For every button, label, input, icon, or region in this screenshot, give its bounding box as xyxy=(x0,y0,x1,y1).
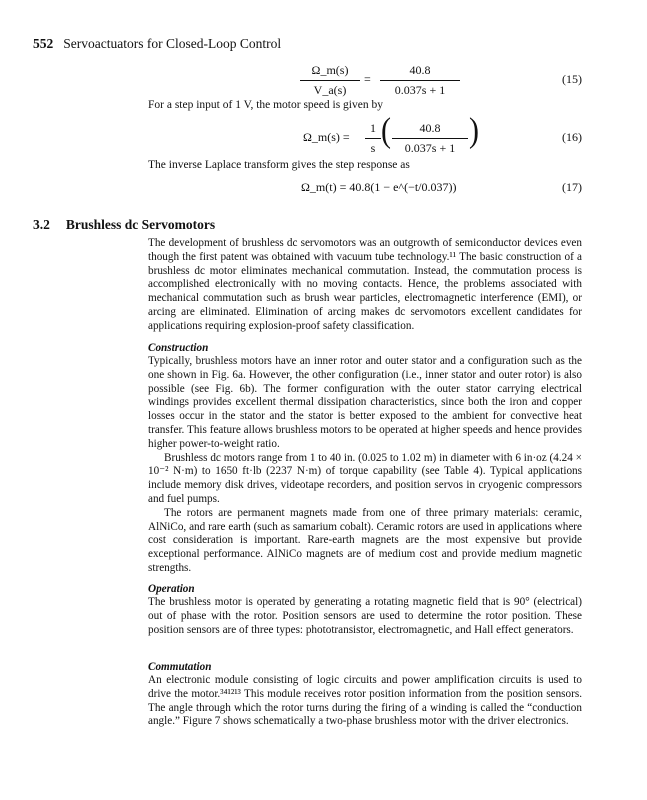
commutation-heading: Commutation xyxy=(148,661,212,673)
construction-p2: Brushless dc motors range from 1 to 40 in. (0.025 to 1.02 m) in diameter with 6 in·oz (4.24 × 10⁻² N·m) to 1650 ft·lb (2237 N·m) of torque capability (see Table 4). Typical applications include memory disk drives, videotape recorders, and position servos in cryogenic compressors and fuel pumps. xyxy=(148,451,582,505)
eq15-equals: = xyxy=(364,72,371,86)
section-number: 3.2 xyxy=(33,217,50,232)
eq15-lhs-fraction xyxy=(300,63,360,98)
construction-p1: Typically, brushless motors have an inner rotor and outer stator and a configuration such as the one shown in Fig. 6a. However, the other configuration (i.e., inner stator and outer rotor) is also possible (see Fig. 6b). The former configuration with the outer stator carrying electrical windings provides excellent thermal dissipation characteristics, since both the iron and copper losses occur in the stator and the stator is better exposed to the ambient for convective heat transfer. This feature allows brushless motors to be operated at higher speeds and hence provides higher power-to-weight ratio. xyxy=(148,355,582,450)
text-inverse-laplace: The inverse Laplace transform gives the step response as xyxy=(148,159,410,171)
eq16-number: (16) xyxy=(562,130,582,144)
intro-paragraph xyxy=(148,237,582,334)
eq16-left-paren: ( xyxy=(381,111,391,150)
eq16-fraction-1 xyxy=(365,121,381,156)
section-title: Brushless dc Servomotors xyxy=(65,217,216,232)
running-title: Servoactuators for Closed-Loop Control xyxy=(63,36,282,51)
eq15-number: (15) xyxy=(562,72,582,86)
eq15-lhs-denominator: V_a(s) xyxy=(313,83,347,97)
eq16-frac1-numerator: 1 xyxy=(365,121,381,139)
page-number: 552 xyxy=(33,36,54,51)
eq15-rhs-numerator: 40.8 xyxy=(380,63,460,81)
commutation-p1: An electronic module consisting of logic circuits and power amplification circuits is used to drive the motor.³⁴¹²¹³ This module receives rotor position information from the position sensors. The angle through which the rotor turns during the firing of a winding is called the “conduction angle.” Figure 7 shows schematically a two-phase brushless motor with the driver electronics. xyxy=(148,674,582,728)
eq16-right-paren: ) xyxy=(469,111,479,150)
eq17-number: (17) xyxy=(562,180,582,194)
construction-body xyxy=(148,355,582,576)
construction-p3: The rotors are permanent magnets made from one of three primary materials: ceramic, AlNiCo, and rare earth (such as samarium cobalt). Ceramic rotors are used in applications where cost consideration is important. Rare-earth magnets are the most expensive but provide exceptional performance. AlNiCo magnets are of medium cost and provide medium magnetic strengths. xyxy=(148,506,582,574)
construction-heading: Construction xyxy=(148,342,209,354)
eq15-rhs-denominator: 0.037s + 1 xyxy=(394,83,446,97)
text-step-input: For a step input of 1 V, the motor speed is given by xyxy=(148,99,383,111)
section-heading xyxy=(33,217,215,233)
operation-p1: The brushless motor is operated by generating a rotating magnetic field that is 90° (electrical) out of phase with the rotor. Position sensors are used to determine the rotor position. These position sensors are of three types: phototransistor, electromagnetic, and Hall effect generators. xyxy=(148,596,582,636)
eq16-frac1-denominator: s xyxy=(370,141,376,155)
eq15-lhs-numerator: Ω_m(s) xyxy=(300,63,360,81)
eq16-frac2-denominator: 0.037s + 1 xyxy=(404,141,456,155)
eq17-expression: Ω_m(t) = 40.8(1 − e^(−t/0.037)) xyxy=(301,180,457,194)
eq16-frac2-numerator: 40.8 xyxy=(392,121,468,139)
eq15-rhs-fraction xyxy=(380,63,460,98)
running-header xyxy=(33,36,281,52)
eq16-fraction-2 xyxy=(392,121,468,156)
operation-heading: Operation xyxy=(148,583,195,595)
operation-body xyxy=(148,596,582,637)
eq16-lhs: Ω_m(s) = xyxy=(303,130,350,144)
commutation-body xyxy=(148,674,582,729)
intro-text: The development of brushless dc servomotors was an outgrowth of semiconductor devices even though the first patent was obtained with vacuum tube technology.¹¹ The basic construction of a brushless dc motor eliminates mechanical commutation. Instead, the commutation process is accomplished electronically with no moving contacts. Hence, the problems associated with mechanical commutation such as brush wear particles, electromagnetic interference (EMI), or arcing are eliminated. Elimination of arcing makes dc servomotors excellent candidates for applications requiring explosion-proof safety classification. xyxy=(148,237,582,332)
